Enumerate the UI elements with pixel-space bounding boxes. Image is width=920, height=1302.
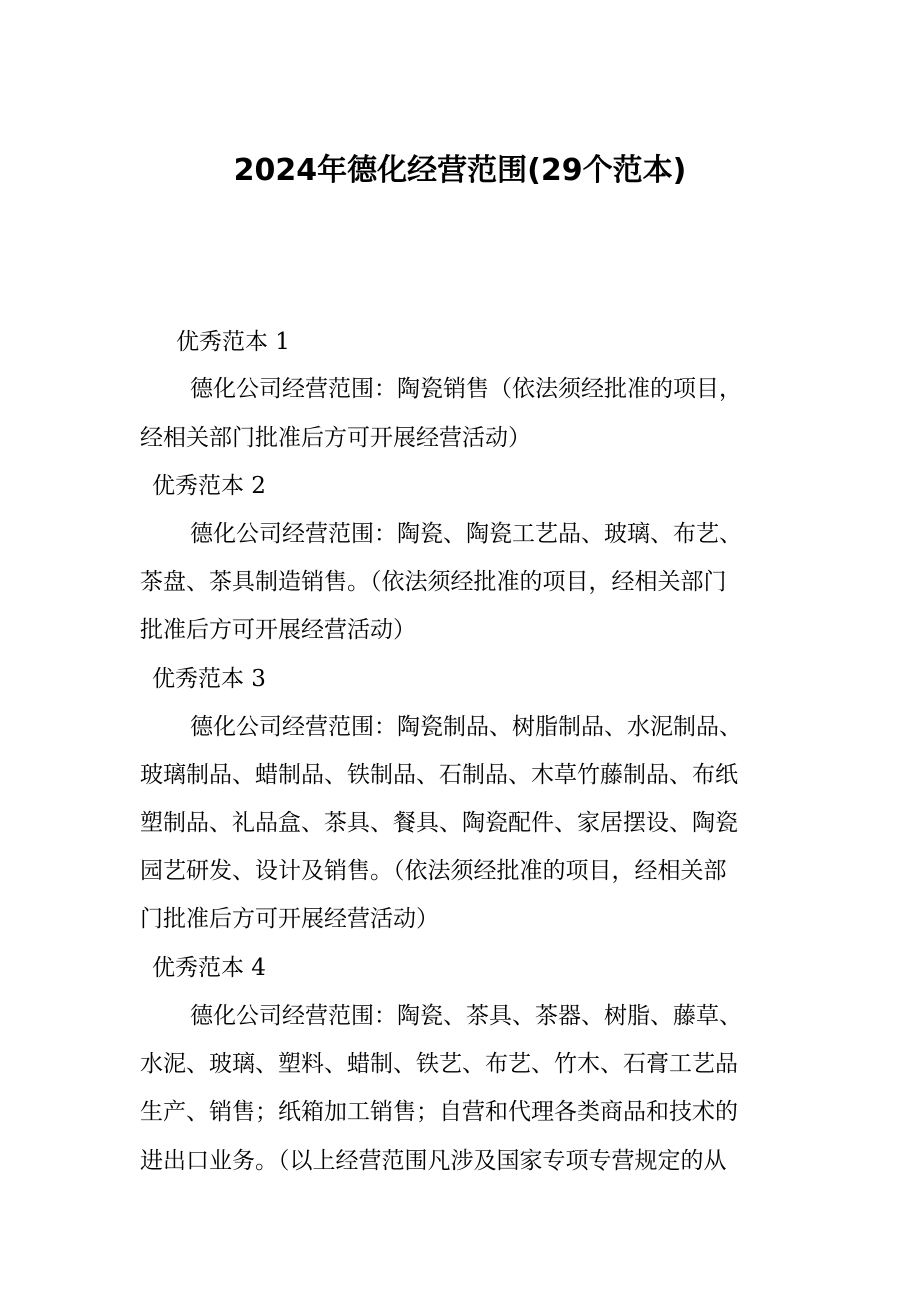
section-heading: 优秀范本 1 bbox=[176, 329, 290, 355]
paragraph-line: 塑制品、礼品盒、茶具、餐具、陶瓷配件、家居摆设、陶瓷 bbox=[140, 810, 738, 836]
paragraph-line: 德化公司经营范围：陶瓷销售（依法须经批准的项目， bbox=[190, 376, 742, 402]
paragraph-line: 茶盘、茶具制造销售。（依法须经批准的项目，经相关部门 bbox=[140, 569, 727, 595]
paragraph-line: 生产、销售；纸箱加工销售；自营和代理各类商品和技术的 bbox=[140, 1099, 738, 1125]
section-heading: 优秀范本 2 bbox=[152, 473, 266, 499]
paragraph-line: 门批准后方可开展经营活动） bbox=[140, 906, 439, 932]
paragraph-line: 经相关部门批准后方可开展经营活动） bbox=[140, 425, 531, 451]
paragraph-line: 德化公司经营范围：陶瓷制品、树脂制品、水泥制品、 bbox=[190, 714, 742, 740]
paragraph-line: 玻璃制品、蜡制品、铁制品、石制品、木草竹藤制品、布纸 bbox=[140, 762, 738, 788]
paragraph-line: 德化公司经营范围：陶瓷、茶具、茶器、树脂、藤草、 bbox=[190, 1003, 742, 1029]
document-title: 2024年德化经营范围(29个范本) bbox=[233, 153, 687, 188]
section-heading: 优秀范本 3 bbox=[152, 666, 266, 692]
section-heading: 优秀范本 4 bbox=[152, 955, 266, 981]
paragraph-line: 批准后方可开展经营活动） bbox=[140, 617, 416, 643]
paragraph-line: 德化公司经营范围：陶瓷、陶瓷工艺品、玻璃、布艺、 bbox=[190, 521, 742, 547]
paragraph-line: 园艺研发、设计及销售。（依法须经批准的项目，经相关部 bbox=[140, 858, 727, 884]
paragraph-line: 水泥、玻璃、塑料、蜡制、铁艺、布艺、竹木、石膏工艺品 bbox=[140, 1051, 738, 1077]
paragraph-line: 进出口业务。（以上经营范围凡涉及国家专项专营规定的从 bbox=[140, 1148, 727, 1174]
